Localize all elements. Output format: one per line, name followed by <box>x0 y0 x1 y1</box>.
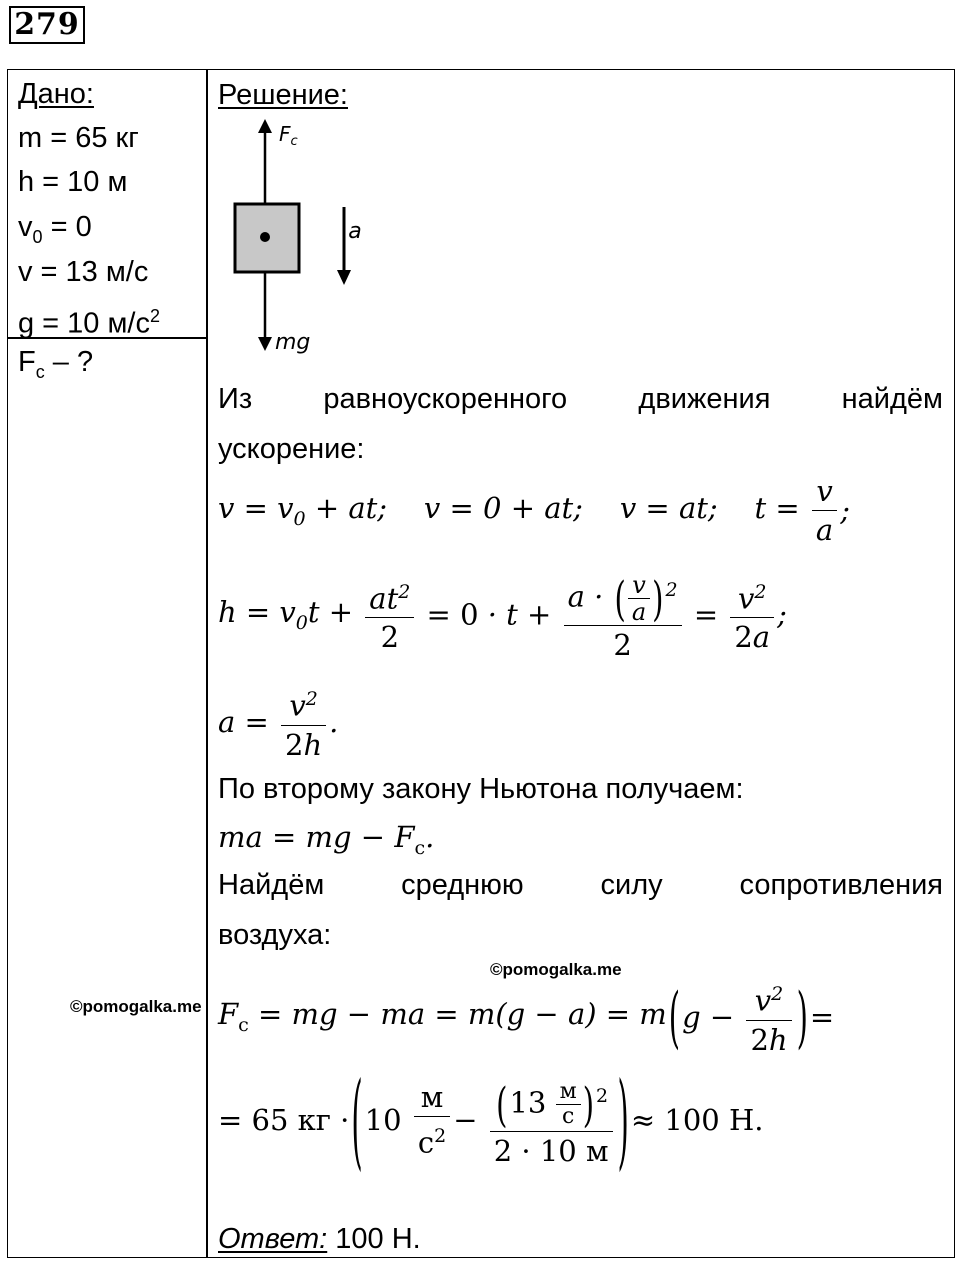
given-header: Дано: <box>18 78 94 110</box>
up-arrow-icon <box>258 119 272 133</box>
given-velocity: v = 13 м/с <box>18 256 149 288</box>
watermark: ©pomogalka.me <box>70 997 202 1016</box>
acceleration-arrow-icon <box>337 270 351 285</box>
answer-value: 100 Н. <box>327 1223 421 1255</box>
find-quantity: $F_с$ – ? <box>18 346 94 382</box>
given-gravity: g = 10 $м/с^2$ <box>18 306 161 340</box>
given-mass: m = 65 кг <box>18 122 139 154</box>
paragraph-uniform-motion: Из равноускоренного движения найдём <box>218 383 943 415</box>
given-height: h = 10 м <box>18 166 128 198</box>
problem-number: 279 <box>9 6 85 44</box>
given-initial-velocity: $v_0 = 0$ <box>18 211 92 247</box>
equation-numeric-result: = 65 кг ·(10 $\frac{м}{с^2}$ − (13 $\frac{м}{с}$ ) $^2$ 2 · 10 м )≈ 100 Н. <box>218 1058 764 1182</box>
equation-velocity: $v = v_0$ + at; v = 0 + at; v = at; t = $\frac{v}{a}$ ; <box>218 474 850 547</box>
equation-resistance-force: $F_с$ = mg − ma = m(g − a) = m(g − $\frac{v^2}{2h}$ )= <box>218 975 834 1059</box>
column-divider <box>206 69 208 1258</box>
resistance-force-label: $F_с$ <box>279 122 298 149</box>
acceleration-label: a <box>348 219 362 244</box>
answer-label: Ответ: <box>218 1223 328 1255</box>
down-arrow-icon <box>258 337 272 351</box>
equation-height: $h = v_0t$ + $\frac{at^2}{2}$ = 0 · t + a · ( $\frac{v}{a}$ ) $^2$ 2 = $\frac{v^2}{2a}$ ; <box>218 565 787 664</box>
paragraph-resistance-cont: воздуха: <box>218 919 332 951</box>
paragraph-uniform-motion-cont: ускорение: <box>218 433 365 465</box>
force-diagram <box>225 115 362 360</box>
equation-newton: ma = mg − $F_с$. <box>218 820 435 859</box>
equation-acceleration: a = $\frac{v^2}{2h}$ . <box>218 680 338 764</box>
gravity-force-label: mg <box>275 330 311 355</box>
watermark: ©pomogalka.me <box>490 960 622 979</box>
paragraph-resistance: Найдём среднюю силу сопротивления <box>218 869 943 901</box>
answer <box>218 1214 421 1264</box>
paragraph-newton: По второму закону Ньютона получаем: <box>218 773 744 805</box>
solution-header: Решение: <box>218 79 348 111</box>
